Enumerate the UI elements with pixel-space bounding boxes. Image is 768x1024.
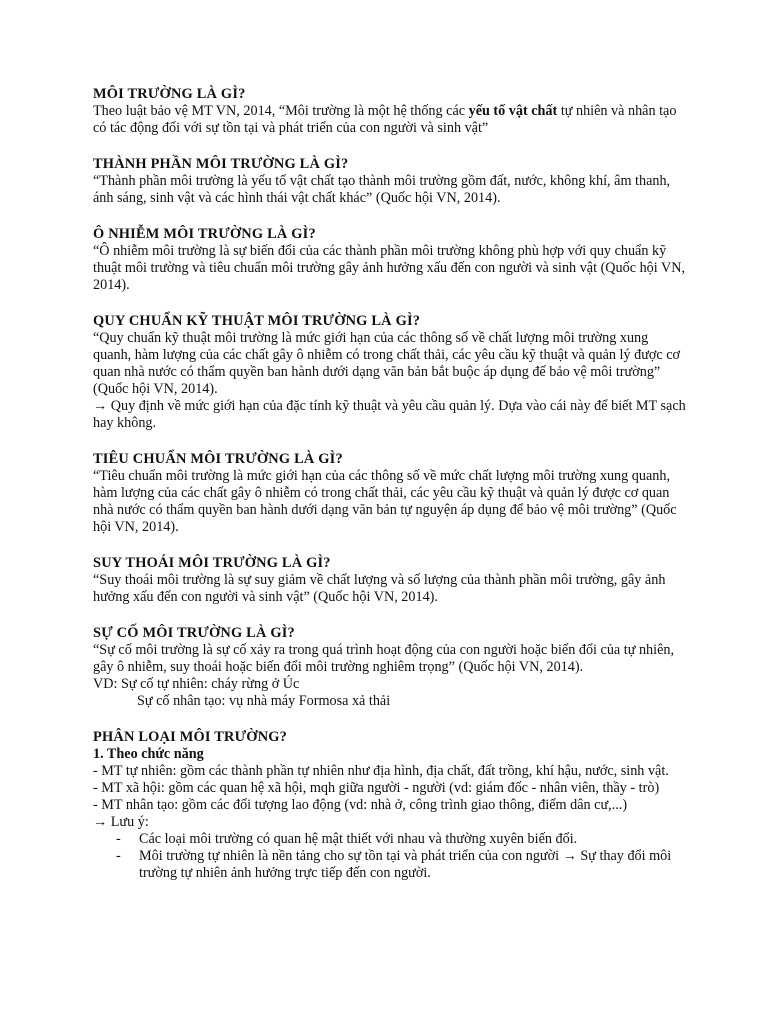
section-quy-chuan <box>93 313 686 432</box>
section-heading: THÀNH PHẦN MÔI TRƯỜNG LÀ GÌ? <box>93 156 349 172</box>
body-text: Theo luật bảo vệ MT VN, 2014, “Môi trường là một hệ thống các <box>93 103 469 119</box>
dash-bullet: - <box>116 848 121 864</box>
list-item: - MT tự nhiên: gồm các thành phần tự nhiên như địa hình, địa chất, đất trồng, khí hậu, nước, sinh vật. <box>93 763 669 779</box>
section-body <box>93 103 686 137</box>
list-item <box>93 848 686 882</box>
section-o-nhiem <box>93 226 686 294</box>
bullet-text: Môi trường tự nhiên là nền tảng cho sự tồn tại và phát triển của con người → Sự thay đổi môi trường tự nhiên ảnh hưởng trực tiếp đến con người. <box>139 848 672 881</box>
list-item <box>93 831 686 848</box>
section-heading: SỰ CỐ MÔI TRƯỜNG LÀ GÌ? <box>93 625 295 641</box>
body-text: tự nhiên và nhân tạo có tác động đối với sự tồn tại và phát triển của con người và sinh vật” <box>93 103 677 136</box>
section-heading: TIÊU CHUẨN MÔI TRƯỜNG LÀ GÌ? <box>93 451 343 467</box>
section-su-co <box>93 625 686 710</box>
bold-term: yếu tố vật chất <box>468 103 558 119</box>
section-body: “Ô nhiễm môi trường là sự biến đổi của các thành phần môi trường không phù hợp với quy chuẩn kỹ thuật môi trường và tiêu chuẩn môi trường gây ảnh hưởng xấu đến con người và sinh vật (Quốc hội VN, 2014). <box>93 243 686 293</box>
section-heading: SUY THOÁI MÔI TRƯỜNG LÀ GÌ? <box>93 555 331 571</box>
bullet-text: Các loại môi trường có quan hệ mật thiết với nhau và thường xuyên biến đổi. <box>139 831 578 847</box>
list-item: - MT xã hội: gồm các quan hệ xã hội, mqh giữa người - người (vd: giám đốc - nhân viên, thầy - trò) <box>93 780 660 796</box>
section-moi-truong <box>93 86 686 137</box>
section-body: “Sự cố môi trường là sự cố xảy ra trong quá trình hoạt động của con người hoặc biến đổi của tự nhiên, gây ô nhiễm, suy thoái hoặc biến đổi môi trường nghiêm trọng” (Quốc hội VN, 2014). <box>93 642 675 675</box>
section-thanh-phan <box>93 156 686 207</box>
list-item: - MT nhân tạo: gồm các đối tượng lao động (vd: nhà ở, công trình giao thông, điểm dân cư,...) <box>93 797 628 813</box>
section-heading: Ô NHIỄM MÔI TRƯỜNG LÀ GÌ? <box>93 226 316 242</box>
section-phan-loai <box>93 729 686 882</box>
section-body: “Tiêu chuẩn môi trường là mức giới hạn của các thông số về mức chất lượng môi trường xung quanh, hàm lượng của các chất gây ô nhiễm có trong chất thải, các yêu cầu kỹ thuật và quản lý được cơ quan nhà nước có thẩm quyền ban hành dưới dạng văn bản tự nguyện áp dụng để bảo vệ môi trường” (Quốc hội VN, 2014). <box>93 468 677 535</box>
section-body: “Quy chuẩn kỹ thuật môi trường là mức giới hạn của các thông số về chất lượng môi trường xung quanh, hàm lượng của các chất gây ô nhiễm có trong chất thải, các yêu cầu kỹ thuật và quản lý được cơ quan nhà nước có thẩm quyền ban hành dưới dạng văn bản bắt buộc áp dụng để bảo vệ môi trường” (Quốc hội VN, 2014). <box>93 330 681 397</box>
example-line: VD: Sự cố tự nhiên: cháy rừng ở Úc <box>93 676 300 692</box>
section-suy-thoai <box>93 555 686 606</box>
subheading: 1. Theo chức năng <box>93 746 204 762</box>
section-tieu-chuan <box>93 451 686 536</box>
section-heading: MÔI TRƯỜNG LÀ GÌ? <box>93 86 246 102</box>
section-body: “Thành phần môi trường là yếu tố vật chất tạo thành môi trường gồm đất, nước, không khí, âm thanh, ánh sáng, sinh vật và các hình thái vật chất khác” (Quốc hội VN, 2014). <box>93 173 671 206</box>
section-note: → Quy định về mức giới hạn của đặc tính kỹ thuật và yêu cầu quản lý. Dựa vào cái này để biết MT sạch hay không. <box>93 398 686 431</box>
section-heading: QUY CHUẨN KỸ THUẬT MÔI TRƯỜNG LÀ GÌ? <box>93 313 421 329</box>
note-label: → Lưu ý: <box>93 814 149 830</box>
note-list <box>93 831 686 882</box>
section-body: “Suy thoái môi trường là sự suy giảm về chất lượng và số lượng của thành phần môi trường, gây ảnh hưởng xấu đến con người và sinh vật” (Quốc hội VN, 2014). <box>93 572 666 605</box>
section-heading: PHÂN LOẠI MÔI TRƯỜNG? <box>93 729 288 745</box>
dash-bullet: - <box>116 831 121 847</box>
example-line: Sự cố nhân tạo: vụ nhà máy Formosa xả thải <box>137 693 391 709</box>
